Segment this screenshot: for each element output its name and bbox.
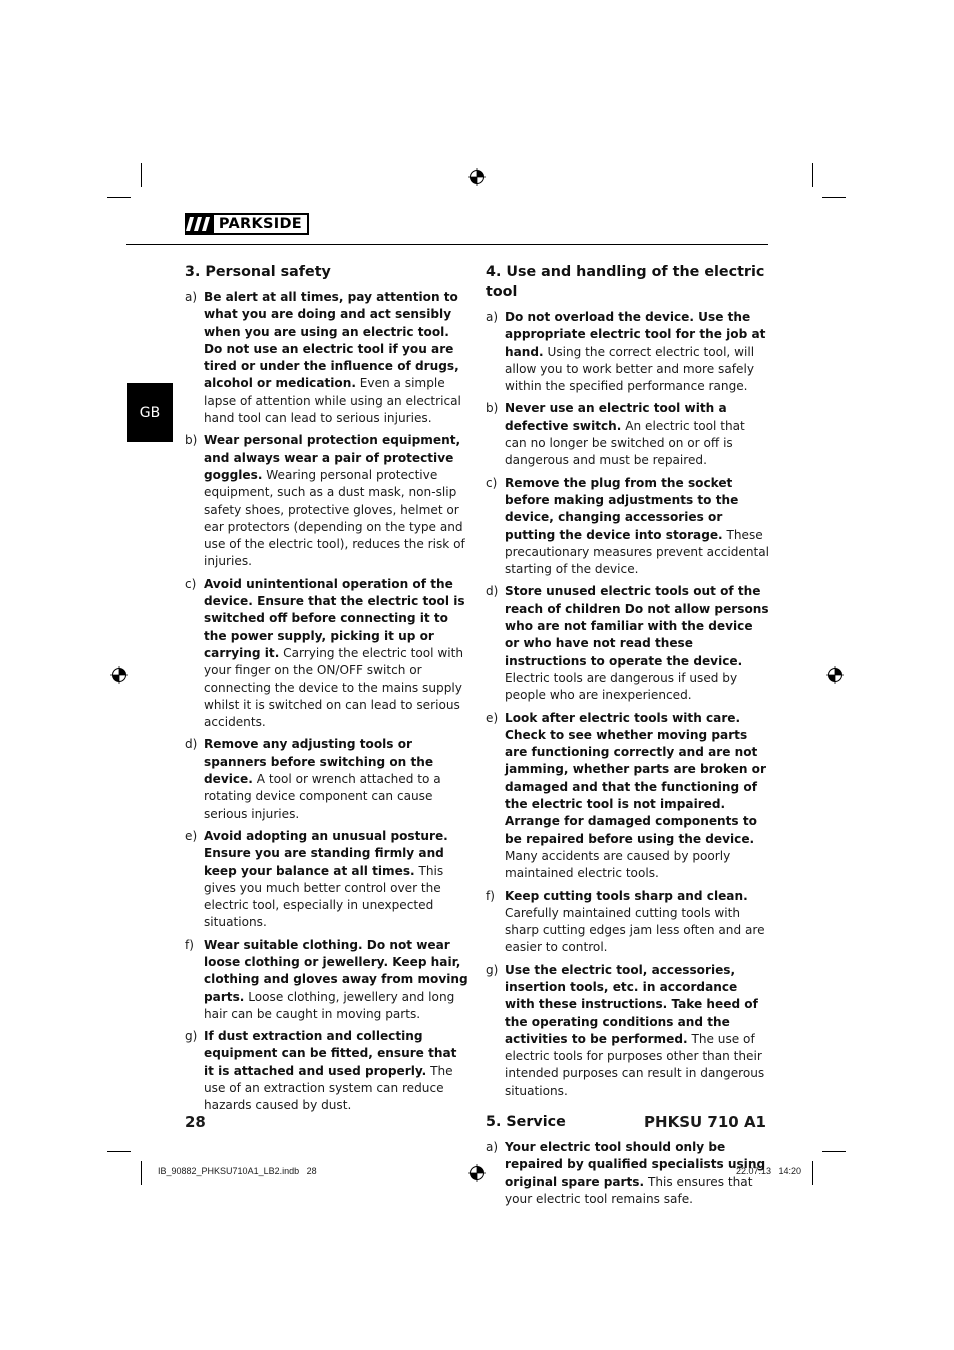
list-item [185, 1028, 469, 1114]
list-item-explanation: Using the correct electric tool, will allow you to work better and more safely within the specified performance range. [505, 344, 755, 394]
page-number: 28 [185, 1113, 206, 1131]
list-item-instruction: Remove any adjusting tools or spanners before switching on the device. [204, 737, 434, 787]
list-item-label: c) [486, 475, 498, 490]
list-item-text [204, 289, 469, 427]
crop-mark [107, 197, 131, 198]
list-item-text [505, 583, 770, 704]
list-item-explanation: Carrying the electric tool with your finger on the ON/OFF switch or connecting the device to the mains supply whilst it is switched on can lead to serious accidents. [204, 645, 463, 730]
crop-mark [141, 163, 142, 187]
list-item-instruction: If dust extraction and collecting equipment can be fitted, ensure that it is attached and used properly. [204, 1029, 457, 1078]
list-item-text [505, 962, 770, 1100]
list-item-explanation: An electric tool that can no longer be switched on or off is dangerous and must be repaired. [505, 418, 745, 468]
section-heading-use-handling: 4. Use and handling of the electric tool [486, 264, 765, 300]
list-item-explanation: Electric tools are dangerous if used by people who are inexperienced. [505, 670, 738, 703]
list-item-instruction: Look after electric tools with care. Check to see whether moving parts are functioning correctly and are not jamming, whether parts are broken or damaged and that the functioning of the electric tool is not impaired. Arrange for damaged components to be repaired before using the device. [505, 710, 766, 846]
list-item-text [204, 576, 469, 732]
list-item-explanation: These precautionary measures prevent accidental starting of the device. [505, 527, 770, 577]
list-item-label: f) [486, 888, 495, 903]
list-item-label: b) [185, 433, 198, 448]
section-heading-personal-safety: 3. Personal safety [185, 264, 331, 280]
list-item-label: d) [486, 584, 499, 599]
section-heading-service: 5. Service [486, 1114, 566, 1131]
list-item-label: f) [185, 937, 194, 952]
list-item [486, 888, 770, 957]
list-item [185, 432, 469, 570]
print-slug-date: 22.07.13 14:20 [736, 1166, 802, 1176]
use-handling-list [486, 309, 770, 1100]
list-item-label: e) [185, 828, 198, 843]
list-item [185, 937, 469, 1023]
parkside-logo [185, 213, 309, 235]
list-item [185, 736, 469, 822]
list-item-explanation: Loose clothing, jewellery and long hair can be caught in moving parts. [204, 989, 455, 1021]
list-item-explanation: Carefully maintained cutting tools with sharp cutting edges jam less often and are easier to control. [505, 905, 765, 955]
list-item-text [204, 937, 469, 1023]
header-rule [126, 244, 768, 245]
registration-mark-icon [826, 666, 844, 684]
list-item [486, 309, 770, 395]
list-item-label: a) [486, 1140, 499, 1155]
list-item [486, 962, 770, 1100]
list-item-text [204, 1028, 469, 1114]
list-item [486, 475, 770, 579]
language-tab: GB [127, 383, 173, 442]
list-item-explanation: This gives you much better control over the electric tool, especially in unexpected situations. [204, 863, 444, 930]
list-item-text [204, 828, 469, 932]
registration-mark-icon [468, 1164, 486, 1182]
list-item-instruction: Remove the plug from the socket before making adjustments to the device, changing accessories or putting the device into storage. [505, 475, 739, 542]
list-item-text [505, 1139, 770, 1208]
list-item-instruction: Use the electric tool, accessories, insertion tools, etc. in accordance with these instructions. Take heed of the operating conditions and the activities to be performed. [505, 962, 758, 1046]
registration-mark-icon [110, 666, 128, 684]
left-column [185, 262, 469, 1120]
crop-mark [822, 1151, 846, 1152]
list-item-label: a) [486, 310, 499, 324]
list-item-instruction: Wear suitable clothing. Do not wear loose clothing or jewellery. Keep hair, clothing and gloves away from moving parts. [204, 937, 468, 1004]
list-item-label: g) [486, 962, 499, 977]
list-item-label: e) [486, 710, 499, 725]
list-item-explanation: Even a simple lapse of attention while using an electrical hand tool can lead to serious injuries. [204, 376, 461, 426]
list-item [185, 576, 469, 732]
list-item-text [204, 432, 469, 570]
crop-mark [107, 1151, 131, 1152]
list-item-instruction: Never use an electric tool with a defective switch. [505, 401, 727, 433]
personal-safety-list [185, 289, 469, 1115]
crop-mark [812, 163, 813, 187]
list-item-instruction: Do not overload the device. Use the appropriate electric tool for the job at hand. [505, 310, 766, 359]
service-list [486, 1139, 770, 1208]
print-slug-file: IB_90882_PHKSU710A1_LB2.indb 28 [158, 1166, 317, 1176]
list-item-label: a) [185, 290, 198, 304]
list-item-instruction: Avoid unintentional operation of the device. Ensure that the electric tool is switched off before connecting it to the power supply, picking it up or carrying it. [204, 576, 465, 660]
right-column [486, 262, 770, 1213]
list-item [486, 710, 770, 883]
list-item-text [505, 710, 770, 883]
list-item-label: g) [185, 1029, 198, 1044]
list-item-text [505, 475, 770, 579]
list-item [486, 583, 770, 704]
list-item-label: b) [486, 401, 499, 416]
list-item-text [204, 736, 469, 822]
list-item-explanation: Wearing personal protective equipment, such as a dust mask, non-slip safety shoes, protective gloves, helmet or ear protectors (depending on the type and use of the electric tool), reduces the risk of injuries. [204, 467, 465, 569]
crop-mark [141, 1161, 142, 1185]
list-item-label: d) [185, 737, 198, 752]
logo-stripes-icon [185, 213, 214, 235]
crop-mark [812, 1161, 813, 1185]
list-item-text [505, 888, 770, 957]
list-item-instruction: Your electric tool should only be repaired by qualified specialists using original spare parts. [505, 1140, 766, 1189]
list-item [185, 289, 469, 427]
logo-wordmark: PARKSIDE [214, 215, 307, 233]
list-item-explanation: The use of an extraction system can reduce hazards caused by dust. [204, 1063, 453, 1113]
list-item [486, 400, 770, 469]
list-item-text [505, 309, 770, 395]
list-item-text [505, 400, 770, 469]
list-item [486, 1139, 770, 1208]
list-item-label: c) [185, 576, 197, 591]
list-item-explanation: This ensures that your electric tool remains safe. [505, 1174, 753, 1206]
crop-mark [822, 197, 846, 198]
list-item [185, 828, 469, 932]
list-item-instruction: Store unused electric tools out of the reach of children Do not allow persons who are not familiar with the device or who have not read these instructions to operate the device. [505, 584, 769, 668]
list-item-explanation: A tool or wrench attached to a rotating device component can cause serious injuries. [204, 772, 441, 821]
list-item-explanation: Many accidents are caused by poorly maintained electric tools. [505, 848, 731, 881]
list-item-instruction: Wear personal protection equipment, and always wear a pair of protective goggles. [204, 433, 461, 482]
model-number: PHKSU 710 A1 [644, 1113, 766, 1131]
list-item-instruction: Avoid adopting an unusual posture. Ensure you are standing firmly and keep your balance at all times. [204, 828, 448, 878]
registration-mark-icon [468, 168, 486, 186]
list-item-instruction: Keep cutting tools sharp and clean. [505, 888, 748, 903]
list-item-explanation: The use of electric tools for purposes other than their intended purposes can result in dangerous situations. [505, 1031, 765, 1098]
list-item-instruction: Be alert at all times, pay attention to what you are doing and act sensibly when you are using an electric tool. Do not use an electric tool if you are tired or under the influence of drugs, alcohol or medication. [204, 290, 459, 391]
